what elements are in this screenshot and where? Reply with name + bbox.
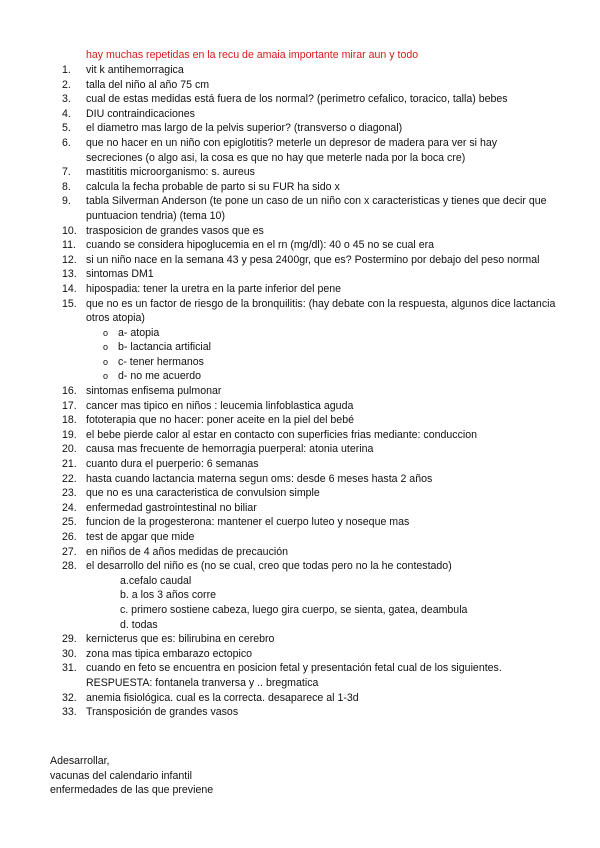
item-text: mastititis microorganismo: s. aureus — [86, 166, 255, 179]
item-text: zona mas tipica embarazo ectopico — [86, 647, 253, 660]
item-number: 19. — [62, 428, 77, 441]
sublist-item: b. a los 3 años corre — [120, 589, 216, 602]
list-item — [62, 78, 556, 93]
question-list — [62, 63, 556, 720]
item-number: 11. — [62, 239, 76, 252]
list-item — [62, 194, 556, 223]
item-text: si un niño nace en la semana 43 y pesa 2400gr, que es? Postermino por debajo del peso normal — [86, 253, 540, 266]
list-item — [62, 413, 556, 428]
item-text: vit k antihemorragica — [86, 64, 184, 76]
list-item — [62, 238, 556, 253]
item-number: 9. — [62, 195, 71, 208]
list-item — [62, 705, 556, 720]
footer-notes — [50, 754, 213, 798]
list-item — [62, 632, 556, 647]
item-number: 18. — [62, 414, 77, 427]
item-text: fototerapia que no hacer: poner aceite en la piel del bebé — [86, 414, 354, 427]
item-text: cuando en feto se encuentra en posicion fetal y presentación fetal cual de los siguientes. RESPUESTA: fontanela tranversa y .. bregmatica — [86, 662, 502, 689]
item-text: sintomas DM1 — [86, 268, 154, 281]
item-text: que no es un factor de riesgo de la bronquilitis: (hay debate con la respuesta, algunos dice lactancia otros atopia) — [86, 297, 556, 325]
list-item — [62, 530, 556, 545]
item-number: 28. — [62, 560, 77, 573]
list-item — [62, 180, 556, 195]
item-number: 32. — [62, 691, 77, 704]
item-text: cancer mas tipico en niños : leucemia linfoblastica aguda — [86, 399, 354, 412]
item-text: talla del niño al año 75 cm — [86, 78, 210, 91]
hollow-bullet-icon: o — [103, 371, 109, 382]
hollow-bullet-icon: o — [103, 356, 109, 367]
list-item — [62, 282, 556, 297]
item-number: 21. — [62, 458, 77, 471]
item-number: 15. — [62, 297, 77, 310]
item-text: en niños de 4 años medidas de precaución — [86, 545, 289, 558]
item-number: 8. — [62, 180, 71, 193]
item-number: 3. — [62, 93, 71, 106]
item-number: 14. — [62, 282, 77, 295]
item-text: cual de estas medidas está fuera de los normal? (perimetro cefalico, toracico, talla) bebes — [86, 93, 508, 106]
item-text: kernicterus que es: bilirubina en cerebro — [86, 633, 275, 646]
item-text: Transposición de grandes vasos — [86, 706, 239, 719]
footer-line: vacunas del calendario infantil — [50, 769, 192, 782]
item-text: enfermedad gastrointestinal no biliar — [86, 501, 257, 514]
list-item — [62, 297, 556, 385]
list-item — [62, 661, 556, 690]
list-item — [62, 457, 556, 472]
list-item — [62, 253, 556, 268]
item-number: 5. — [62, 122, 71, 135]
item-number: 4. — [62, 107, 71, 120]
sublist-item-text: b- lactancia artificial — [118, 341, 212, 354]
sublist-item-text: d- no me acuerdo — [118, 370, 202, 383]
item-text: anemia fisiológica. cual es la correcta. desaparece al 1-3d — [86, 691, 359, 704]
sublist-item-text: a- atopia — [118, 326, 160, 339]
sublist-item-text: c- tener hermanos — [118, 355, 204, 368]
list-item — [62, 267, 556, 282]
list-item — [62, 428, 556, 443]
list-item — [62, 136, 556, 165]
list-item — [62, 224, 556, 239]
list-item — [62, 121, 556, 136]
item-number: 27. — [62, 545, 77, 558]
list-item — [62, 501, 556, 516]
sublist-desarrollo-options — [86, 574, 556, 632]
list-item — [62, 691, 556, 706]
item-number: 16. — [62, 385, 77, 398]
item-number: 33. — [62, 706, 77, 719]
item-number: 12. — [62, 253, 77, 266]
list-item — [62, 545, 556, 560]
list-item — [62, 384, 556, 399]
list-item — [62, 63, 556, 78]
item-number: 25. — [62, 516, 77, 529]
item-number: 10. — [62, 224, 77, 237]
list-item — [62, 647, 556, 662]
item-number: 29. — [62, 633, 77, 646]
item-text: test de apgar que mide — [86, 531, 195, 543]
item-text: que no es una caracteristica de convulsion simple — [86, 487, 320, 500]
item-number: 6. — [62, 136, 71, 149]
item-number: 31. — [62, 662, 77, 675]
sublist-item: c. primero sostiene cabeza, luego gira cuerpo, se sienta, gatea, deambula — [120, 603, 468, 616]
item-text: hasta cuando lactancia materna segun oms: desde 6 meses hasta 2 años — [86, 472, 433, 485]
item-number: 30. — [62, 647, 77, 660]
sublist-item — [103, 340, 556, 355]
item-number: 7. — [62, 166, 71, 179]
list-item — [62, 472, 556, 487]
red-note: hay muchas repetidas en la recu de amaia importante mirar aun y todo — [86, 49, 419, 61]
item-text: el bebe pierde calor al estar en contacto con superficies frias mediante: conduccion — [86, 428, 478, 441]
sublist-bronquiolitis-options — [86, 326, 556, 384]
item-number: 26. — [62, 531, 77, 543]
item-text: hipospadia: tener la uretra en la parte inferior del pene — [86, 282, 342, 295]
sublist-item: d. todas — [120, 618, 158, 631]
item-text: trasposicion de grandes vasos que es — [86, 224, 264, 237]
hollow-bullet-icon: o — [103, 327, 109, 338]
footer-line: enfermedades de las que previene — [50, 784, 214, 797]
sublist-item: a.cefalo caudal — [120, 574, 192, 587]
list-item — [62, 107, 556, 122]
list-item — [62, 399, 556, 414]
list-item — [62, 486, 556, 501]
item-number: 23. — [62, 487, 77, 500]
item-number: 24. — [62, 501, 77, 514]
footer-line: Adesarrollar, — [50, 755, 110, 767]
list-item — [62, 559, 556, 632]
item-number: 22. — [62, 472, 77, 485]
item-text: cuando se considera hipoglucemia en el rn (mg/dl): 40 o 45 no se cual era — [86, 239, 435, 252]
sublist-item — [103, 326, 556, 341]
item-text: causa mas frecuente de hemorragia puerperal: atonia uterina — [86, 443, 374, 456]
item-number: 20. — [62, 443, 77, 456]
item-text: el desarrollo del niño es (no se cual, creo que todas pero no la he contestado) — [86, 560, 452, 573]
item-text: cuanto dura el puerperio: 6 semanas — [86, 458, 259, 471]
list-item — [62, 92, 556, 107]
list-item — [62, 515, 556, 530]
item-text: DIU contraindicaciones — [86, 107, 195, 120]
item-number: 13. — [62, 268, 77, 281]
item-text: funcion de la progesterona: mantener el cuerpo luteo y noseque mas — [86, 516, 410, 529]
item-number: 17. — [62, 399, 77, 412]
sublist-item — [103, 369, 556, 384]
item-text: sintomas enfisema pulmonar — [86, 385, 222, 398]
item-text: que no hacer en un niño con epiglotitis? meterle un depresor de madera para ver si hay secreciones (o algo asi, la cosa es que no hay que meterle nada por la boca cre) — [86, 136, 498, 164]
sublist-item — [103, 355, 556, 370]
list-item — [62, 442, 556, 457]
item-text: tabla Silverman Anderson (te pone un caso de un niño con x caracteristicas y tienes que decir que puntuacion tendria) (tema 10) — [86, 195, 547, 222]
item-number: 2. — [62, 78, 71, 91]
item-text: calcula la fecha probable de parto si su FUR ha sido x — [86, 180, 340, 193]
item-text: el diametro mas largo de la pelvis superior? (transverso o diagonal) — [86, 122, 403, 135]
hollow-bullet-icon: o — [103, 342, 109, 353]
list-item — [62, 165, 556, 180]
item-number: 1. — [62, 64, 71, 76]
